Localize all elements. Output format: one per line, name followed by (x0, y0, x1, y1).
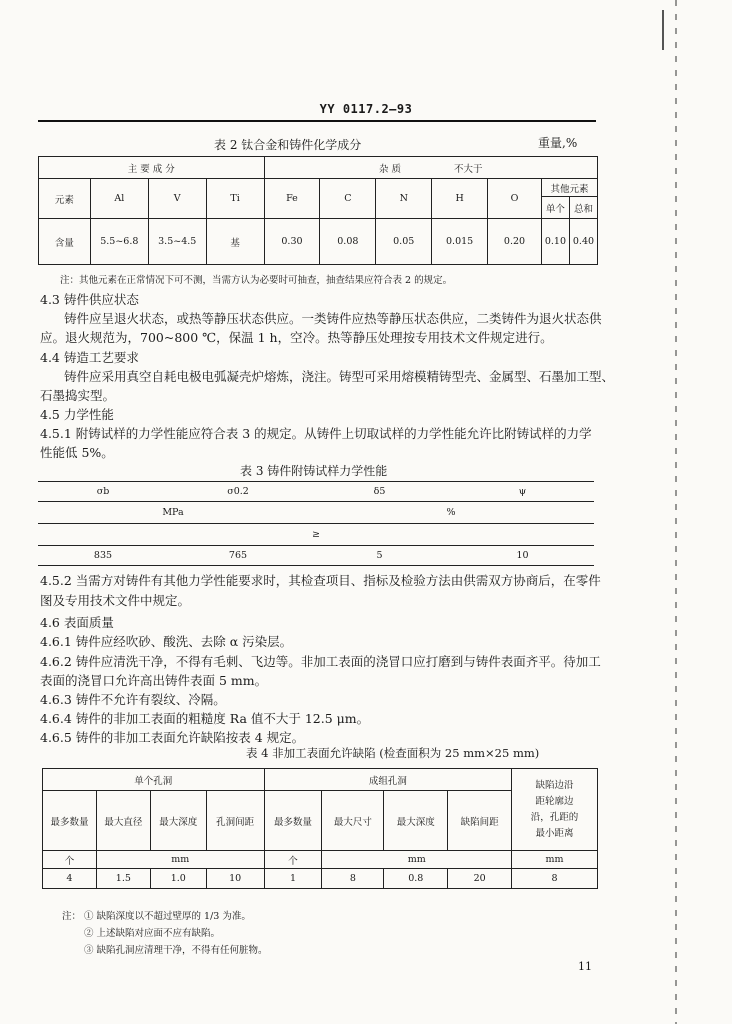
t3-unit-mpa: MPa (38, 502, 308, 524)
col-n: N (376, 179, 432, 219)
s462-line2: 表面的浇冒口允许高出铸件表面 5 mm。 (40, 673, 268, 688)
t3-sigma-02: σ0.2 (168, 482, 308, 502)
header-rule (38, 120, 596, 122)
t4-h-count: 最多数量 (43, 791, 97, 851)
t4-v6: 0.8 (384, 869, 448, 889)
notes-label: 注： (62, 911, 82, 922)
table2 (38, 156, 598, 265)
s43-line1: 铸件应呈退火状态，或热等静压状态供应。一类铸件应热等静压状态供应，二类铸件为退火状态供 (64, 311, 602, 326)
scan-edge-mark (662, 10, 670, 50)
s43-line2: 应。退火规范为，700~800 ℃，保温 1 h，空冷。热等静压处理按专用技术文件规定进行。 (40, 330, 553, 345)
t4-v7: 20 (448, 869, 512, 889)
col-ti: Ti (206, 179, 264, 219)
scan-edge (675, 0, 677, 1024)
table3 (38, 481, 594, 566)
t4-edge-l1: 缺陷边沿 (535, 779, 574, 791)
group-impurity (264, 157, 597, 179)
s44-line2: 石墨捣实型。 (40, 388, 116, 403)
note-2: ② 上述缺陷对应面不应有缺陷。 (84, 928, 221, 939)
t3-val-delta5: 5 (308, 546, 451, 566)
t4-group-single: 单个孔洞 (43, 769, 265, 791)
col-al: Al (90, 179, 148, 219)
value-n: 0.05 (376, 219, 432, 265)
t4-v0: 4 (43, 869, 97, 889)
t4-v1: 1.5 (96, 869, 150, 889)
table2-note: 注：其他元素在正常情况下可不测，当需方认为必要时可抽查，抽查结果应符合表 2 的规定。 (60, 275, 453, 286)
standard-code: YY 0117.2—93 (319, 102, 413, 116)
t3-val-sigma-b: 835 (38, 546, 168, 566)
t3-val-sigma-02: 765 (168, 546, 308, 566)
t4-h-count2: 最多数量 (264, 791, 322, 851)
value-single: 0.10 (541, 219, 569, 265)
value-al: 5.5~6.8 (90, 219, 148, 265)
t4-h-spacing2: 缺陷间距 (448, 791, 512, 851)
t4-u-mm3: mm (512, 851, 598, 869)
t4-h-diameter: 最大直径 (96, 791, 150, 851)
col-h: H (432, 179, 488, 219)
value-h: 0.015 (432, 219, 488, 265)
t4-h-spacing: 孔洞间距 (206, 791, 264, 851)
not-more-than: 不大于 (454, 163, 483, 175)
col-other: 其他元素 (541, 179, 597, 197)
t4-edge-l3: 沿，孔距的 (530, 811, 579, 823)
group-impurity-label: 杂 质 (378, 163, 401, 175)
s43-heading: 4.3 铸件供应状态 (40, 292, 139, 307)
note-1: ① 缺陷深度以不超过壁厚的 1/3 为准。 (84, 911, 251, 922)
t4-v8: 8 (512, 869, 598, 889)
s45-line2: 性能低 5%。 (40, 445, 114, 460)
t4-v5: 8 (322, 869, 384, 889)
t4-v3: 10 (206, 869, 264, 889)
col-total: 总和 (569, 197, 597, 219)
t4-u-mm2: mm (322, 851, 512, 869)
s44-heading: 4.4 铸造工艺要求 (40, 350, 139, 365)
table3-title: 表 3 铸件附铸试样力学性能 (240, 464, 388, 478)
s465: 4.6.5 铸件的非加工表面允许缺陷按表 4 规定。 (40, 730, 305, 745)
table2-title: 表 2 钛合金和铸件化学成分 (214, 138, 362, 152)
t4-u-mm: mm (96, 851, 264, 869)
table2-unit: 重量,% (538, 136, 578, 150)
t4-edge-distance (512, 769, 598, 851)
col-o: O (488, 179, 542, 219)
value-v: 3.5~4.5 (148, 219, 206, 265)
col-fe: Fe (264, 179, 320, 219)
col-v: V (148, 179, 206, 219)
t4-u-count: 个 (43, 851, 97, 869)
t4-h-size: 最大尺寸 (322, 791, 384, 851)
col-c: C (320, 179, 376, 219)
t3-gte: ≥ (38, 524, 594, 546)
t4-edge-l2: 距轮廓边 (535, 795, 574, 807)
group-main: 主 要 成 分 (39, 157, 265, 179)
s452-line1: 4.5.2 当需方对铸件有其他力学性能要求时，其检查项目、指标及检验方法由供需双方协商后，在零件 (40, 573, 601, 588)
t3-unit-pct: % (308, 502, 594, 524)
value-ti: 基 (206, 219, 264, 265)
note-3: ③ 缺陷孔洞应清理干净，不得有任何脏物。 (84, 945, 268, 956)
row-label: 含量 (39, 219, 91, 265)
page-number: 11 (578, 960, 592, 973)
s461: 4.6.1 铸件应经吹砂、酸洗、去除 α 污染层。 (40, 634, 293, 649)
t4-group-cluster: 成组孔洞 (264, 769, 512, 791)
s464: 4.6.4 铸件的非加工表面的粗糙度 Ra 值不大于 12.5 μm。 (40, 711, 370, 726)
value-c: 0.08 (320, 219, 376, 265)
t4-v4: 1 (264, 869, 322, 889)
col-element: 元素 (39, 179, 91, 219)
t3-sigma-b: σb (38, 482, 168, 502)
table4 (42, 768, 598, 889)
t3-delta5: δ5 (308, 482, 451, 502)
s452-line2: 图及专用技术文件中规定。 (40, 593, 191, 608)
value-fe: 0.30 (264, 219, 320, 265)
t4-h-depth: 最大深度 (150, 791, 206, 851)
s45-heading: 4.5 力学性能 (40, 407, 114, 422)
t4-edge-l4: 最小距离 (535, 827, 574, 839)
table4-title: 表 4 非加工表面允许缺陷 (检查面积为 25 mm×25 mm) (246, 746, 540, 760)
s463: 4.6.3 铸件不允许有裂纹、冷隔。 (40, 692, 226, 707)
s45-line1: 4.5.1 附铸试样的力学性能应符合表 3 的规定。从铸件上切取试样的力学性能允许比附铸试样的力学 (40, 426, 592, 441)
t4-u-count2: 个 (264, 851, 322, 869)
col-single: 单个 (541, 197, 569, 219)
value-o: 0.20 (488, 219, 542, 265)
t3-psi: ψ (451, 482, 594, 502)
t4-h-depth2: 最大深度 (384, 791, 448, 851)
value-total: 0.40 (569, 219, 597, 265)
s462-line1: 4.6.2 铸件应清洗干净，不得有毛刺、飞边等。非加工表面的浇冒口应打磨到与铸件表面齐平。待加工 (40, 654, 601, 669)
t4-v2: 1.0 (150, 869, 206, 889)
s46-heading: 4.6 表面质量 (40, 615, 114, 630)
t3-val-psi: 10 (451, 546, 594, 566)
s44-line1: 铸件应采用真空自耗电极电弧凝壳炉熔炼，浇注。铸型可采用熔模精铸型壳、金属型、石墨加工型、 (64, 369, 615, 384)
